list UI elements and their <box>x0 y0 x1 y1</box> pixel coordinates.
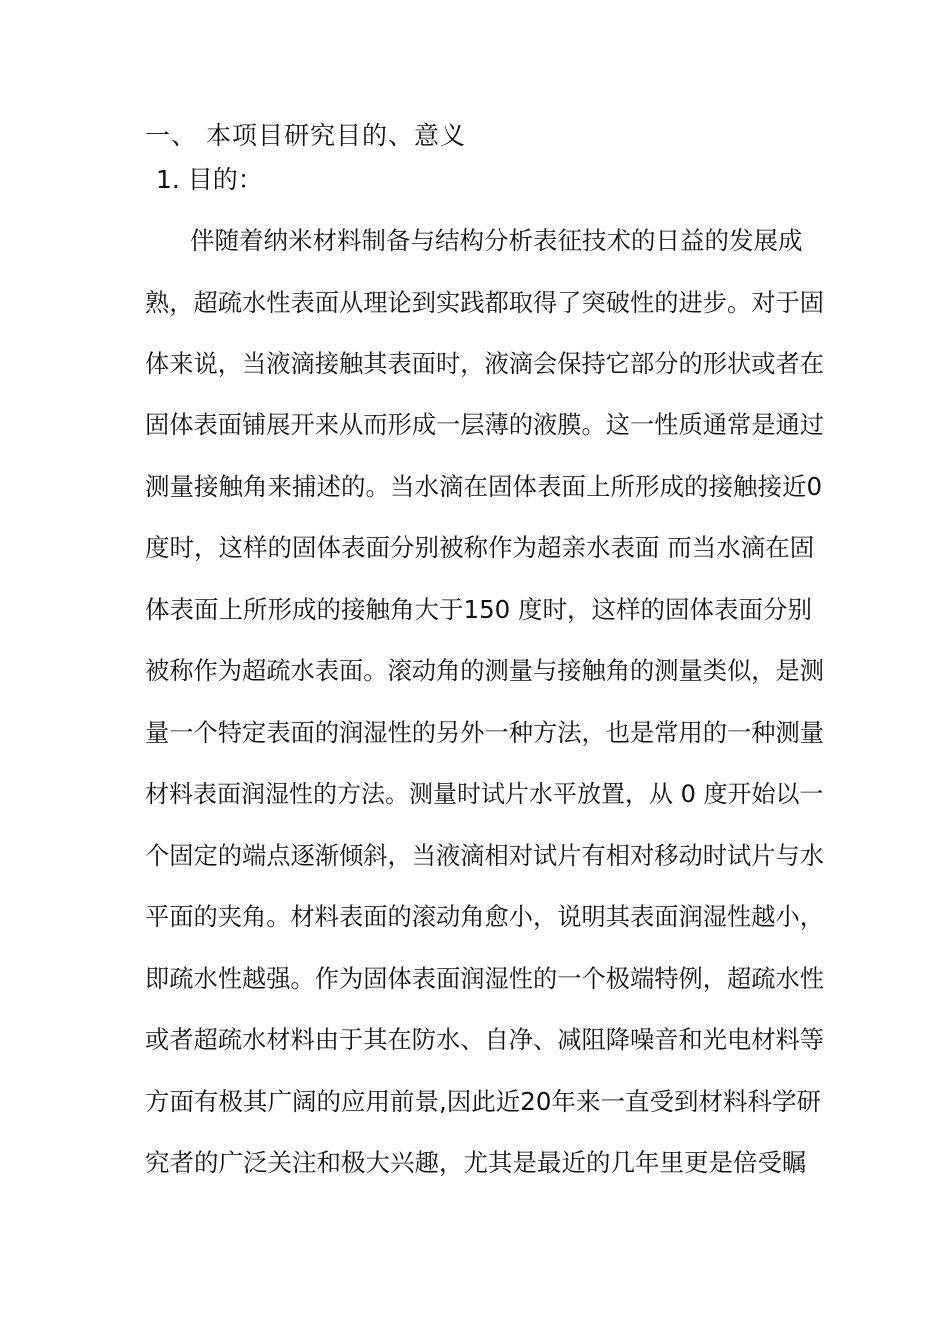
body-line: 即疏水性越强。作为固体表面润湿性的一个极端特例，超疏水性 <box>145 964 825 993</box>
body-line: 被称作为超疏水表面。滚动角的测量与接触角的测量类似，是测 <box>145 656 825 685</box>
sub-heading: 1. 目的： <box>156 165 263 194</box>
body-line: 伴随着纳米材料制备与结构分析表征技术的日益的发展成 <box>190 226 803 255</box>
section-heading: 一、 本项目研究目的、意义 <box>145 121 466 150</box>
body-line: 平面的夹角。材料表面的滚动角愈小，说明其表面润湿性越小， <box>145 902 825 931</box>
body-line: 体来说，当液滴接触其表面时，液滴会保持它部分的形状或者在 <box>145 349 825 378</box>
body-line: 熟，超疏水性表面从理论到实践都取得了突破性的进步。对于固 <box>145 288 825 317</box>
body-line: 测量接触角来捕述的。当水滴在固体表面上所形成的接触接近0 <box>145 472 823 501</box>
body-line: 度时，这样的固体表面分别被称作为超亲水表面 而当水滴在固 <box>145 533 815 562</box>
body-line: 材料表面润湿性的方法。测量时试片水平放置，从 0 度开始以一 <box>145 780 824 808</box>
body-line: 方面有极其广阔的应用前景,因此近20年来一直受到材料科学研 <box>145 1087 821 1116</box>
body-line: 或者超疏水材料由于其在防水、自净、减阻降噪音和光电材料等 <box>145 1025 825 1054</box>
body-line: 体表面上所形成的接触角大于150 度时，这样的固体表面分别 <box>145 595 813 624</box>
body-line: 固体表面铺展开来从而形成一层薄的液膜。这一性质通常是通过 <box>145 410 825 439</box>
body-line: 究者的广泛关注和极大兴趣，尤其是最近的几年里更是倍受瞩 <box>145 1148 807 1177</box>
body-line: 量一个特定表面的润湿性的另外一种方法，也是常用的一种测量 <box>145 718 825 747</box>
body-line: 个固定的端点逐渐倾斜，当液滴相对试片有相对移动时试片与水 <box>145 841 825 870</box>
